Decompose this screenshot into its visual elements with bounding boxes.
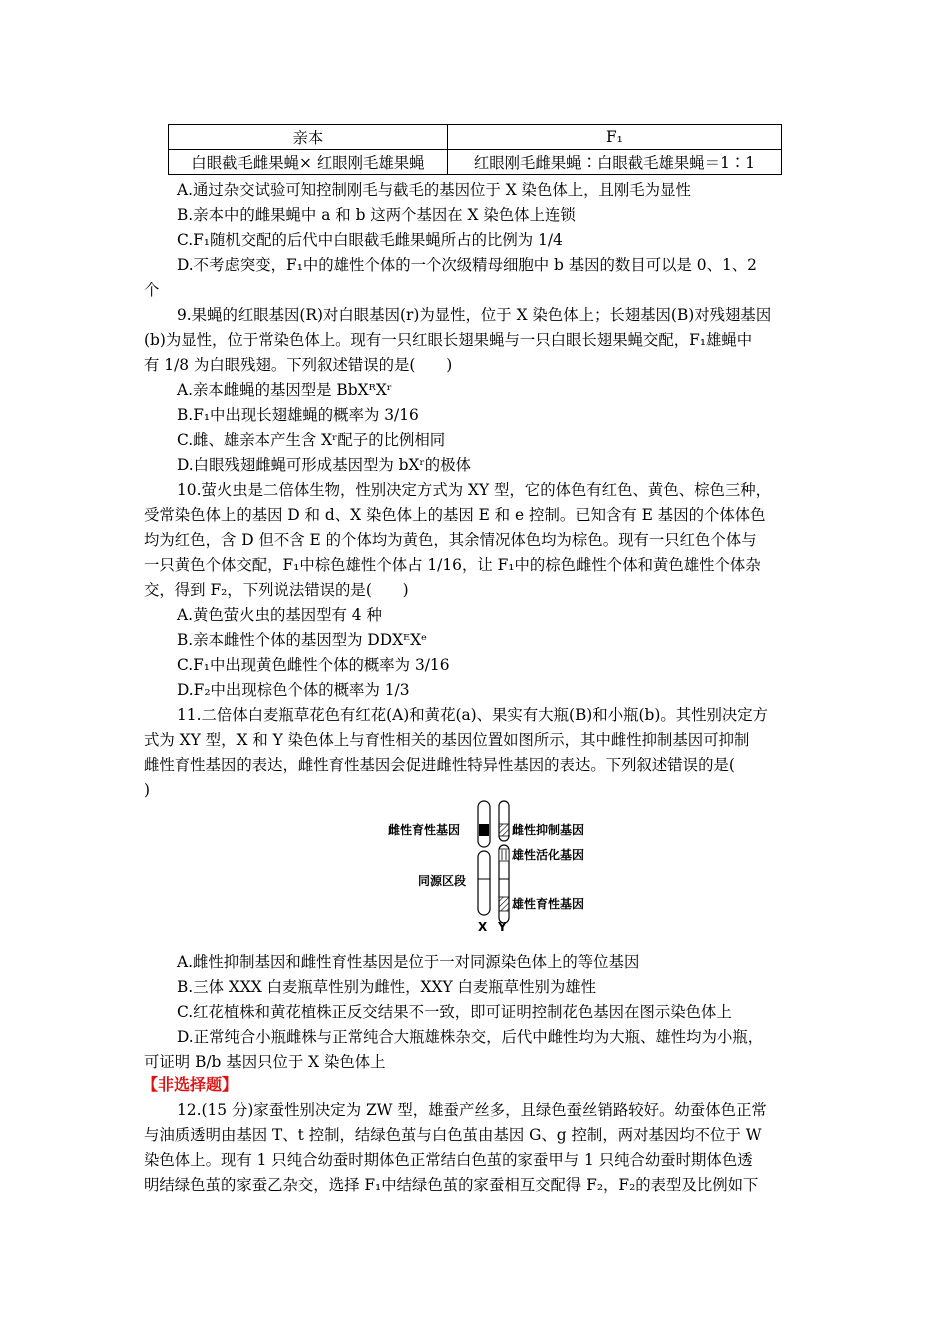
figure-label: 雄性育性基因 [512,897,585,911]
q11-option-d: D.正常纯合小瓶雌株与正常纯合大瓶雄株杂交，后代中雌性均为大瓶、雄性均为小瓶， [177,1028,764,1046]
figure-label-x: X [478,920,488,934]
q11-stem-line: 雌性育性基因的表达，雌性育性基因会促进雌性特异性基因的表达。下列叙述错误的是( [144,756,735,774]
q9-option-a: A.亲本雌蝇的基因型是 BbXᴿXʳ [177,381,393,399]
figure-label: 雌性育性基因 [388,823,461,837]
q10-option-d: D.F₂中出现棕色个体的概率为 1/3 [177,681,410,699]
male-fertility-gene-band [499,897,509,911]
x-chromosome [478,801,490,915]
chromosome-figure [388,797,608,937]
q8-option-d-cont: 个 [144,281,160,299]
q9-stem-line: (b)为显性，位于常染色体上。现有一只红眼长翅果蝇与一只白眼长翅果蝇交配，F₁雄蝇中 [144,331,753,349]
y-chromosome [499,801,509,923]
section-heading: 【非选择题】 [142,1075,239,1094]
q8-option-c: C.F₁随机交配的后代中白眼截毛雌果蝇所占的比例为 1/4 [177,231,563,249]
q12-stem-line: 与油质透明由基因 T、t 控制，结绿色茧与白色茧由基因 G、g 控制，两对基因均不位于 W [144,1126,762,1144]
female-suppressor-gene-band [499,824,509,836]
cross-table [168,124,782,175]
q11-stem-line: ) [144,781,151,799]
q12-stem-line: 明结绿色茧的家蚕乙杂交，选择 F₁中结绿色茧的家蚕相互交配得 F₂，F₂的表型及比例如下 [144,1176,759,1194]
q8-option-a: A.通过杂交试验可知控制刚毛与截毛的基因位于 X 染色体上，且刚毛为显性 [177,181,691,199]
q12-stem-line: 染色体上。现有 1 只纯合幼蚕时期体色正常结白色茧的家蚕甲与 1 只纯合幼蚕时期体色透 [144,1151,753,1169]
male-activator-gene-band [499,849,509,861]
female-fertility-gene-band [479,824,489,836]
q9-stem-line: 9.果蝇的红眼基因(R)对白眼基因(r)为显性，位于 X 染色体上；长翅基因(B)对残翅基因 [177,306,772,324]
q10-option-c: C.F₁中出现黄色雌性个体的概率为 3/16 [177,656,450,674]
q10-stem-line: 10.萤火虫是二倍体生物，性别决定方式为 XY 型，它的体色有红色、黄色、棕色三种， [177,481,772,499]
figure-label: 雄性活化基因 [512,848,585,862]
q8-option-b: B.亲本中的雌果蝇中 a 和 b 这两个基因在 X 染色体上连锁 [177,206,576,224]
figure-label-y: Y [498,920,507,934]
q10-option-a: A.黄色萤火虫的基因型有 4 种 [177,606,382,624]
q10-stem-line: 受常染色体上的基因 D 和 d、X 染色体上的基因 E 和 e 控制。已知含有 E 基因的个体体色 [144,506,766,524]
q9-option-b: B.F₁中出现长翅雄蝇的概率为 3/16 [177,406,419,424]
figure-label: 雌性抑制基因 [512,823,585,837]
table-row [169,125,782,150]
table-cell: 白眼截毛雌果蝇× 红眼刚毛雄果蝇 [169,150,448,175]
q8-option-d: D.不考虑突变，F₁中的雄性个体的一个次级精母细胞中 b 基因的数目可以是 0、1、2 [177,256,757,274]
q9-option-c: C.雌、雄亲本产生含 Xʳ配子的比例相同 [177,431,446,449]
q10-stem-line: 一只黄色个体交配，F₁中棕色雄性个体占 1/16，让 F₁中的棕色雌性个体和黄色雄性个体杂 [144,556,761,574]
q11-option-a: A.雌性抑制基因和雌性育性基因是位于一对同源染色体上的等位基因 [177,953,640,971]
q9-option-d: D.白眼残翅雌蝇可形成基因型为 bXʳ的极体 [177,456,471,474]
table-header-cell: 亲本 [169,125,448,150]
table-header-cell: F₁ [447,125,781,150]
q11-option-b: B.三体 XXX 白麦瓶草性别为雌性，XXY 白麦瓶草性别为雄性 [177,978,597,996]
figure-label: 同源区段 [418,874,467,888]
q11-stem-line: 式为 XY 型，X 和 Y 染色体上与育性相关的基因位置如图所示，其中雌性抑制基因可抑制 [144,731,750,749]
q11-stem-line: 11.二倍体白麦瓶草花色有红花(A)和黄花(a)、果实有大瓶(B)和小瓶(b)。其性别决定方 [177,706,769,724]
table-row [169,150,782,175]
q11-option-d-cont: 可证明 B/b 基因只位于 X 染色体上 [144,1053,386,1071]
q10-stem-line: 交，得到 F₂，下列说法错误的是( ) [144,581,409,599]
q12-stem-line: 12.(15 分)家蚕性别决定为 ZW 型，雄蚕产丝多，且绿色蚕丝销路较好。幼蚕体色正常 [177,1101,767,1119]
table-cell: 红眼刚毛雌果蝇∶白眼截毛雄果蝇＝1∶1 [447,150,781,175]
q10-option-b: B.亲本雌性个体的基因型为 DDXᴱXᵉ [177,631,428,649]
q10-stem-line: 均为红色，含 D 但不含 E 的个体均为黄色，其余情况体色均为棕色。现有一只红色个体与 [144,531,757,549]
q11-option-c: C.红花植株和黄花植株正反交结果不一致，即可证明控制花色基因在图示染色体上 [177,1003,732,1021]
q9-stem-line: 有 1/8 为白眼残翅。下列叙述错误的是( ) [144,356,453,374]
